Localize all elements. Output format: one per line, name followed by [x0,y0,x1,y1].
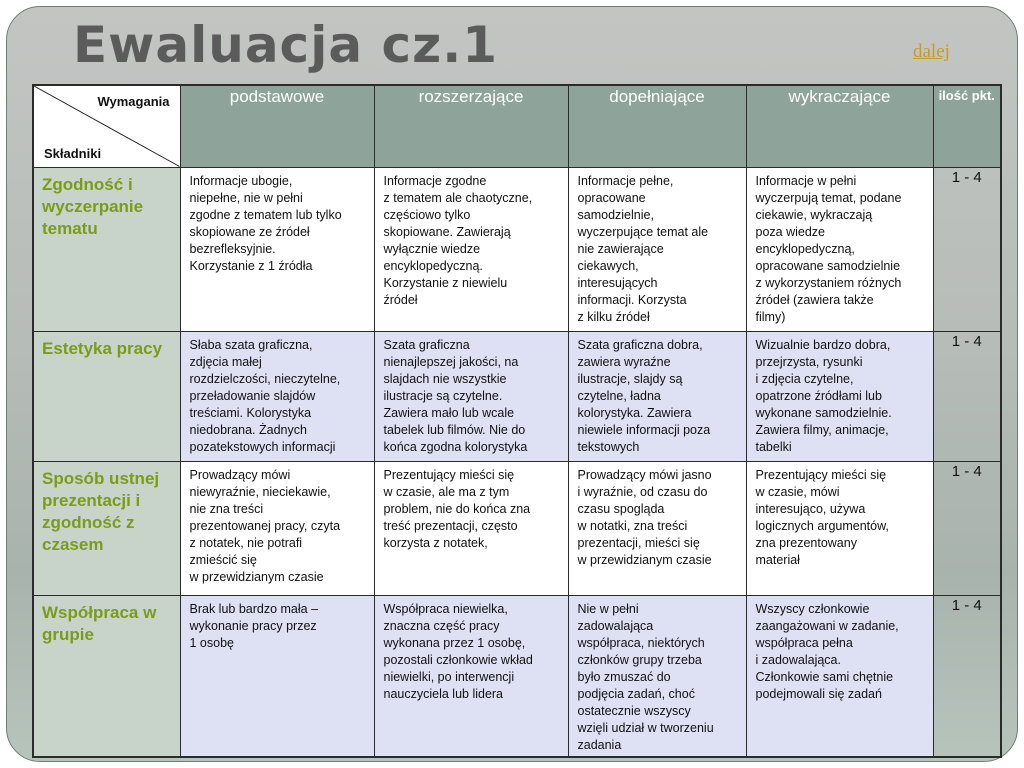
cell-text-line: czasu spogląda [577,501,665,516]
rubric-cell [180,331,374,461]
cell-text-line: Prezentujący mieści się [383,467,515,482]
row-header: Estetyka pracy [33,331,180,461]
cell-text-line: opracowane samodzielnie [755,258,901,273]
cell-text-line: zna prezentowany [755,535,857,550]
points-cell: 1 - 4 [933,167,1001,331]
points-cell: 1 - 4 [933,595,1001,757]
cell-text-line: Szata graficzna [383,337,470,352]
cell-text-line: wyłącznie wiedze [383,241,481,256]
cell-text-line: Nie w pełni [577,601,639,616]
cell-text-line: zadowalająca [577,618,654,633]
rubric-cell [568,167,746,331]
cell-text-line: i wyraźnie, od czasu do [577,484,708,499]
cell-text-line: współpraca pełna [755,635,853,650]
cell-text-line: zadania [577,737,622,752]
cell-text-line: Brak lub bardzo mała – [189,601,319,616]
cell-text-line: współpraca, niektórych [577,635,705,650]
cell-text-line: logicznych argumentów, [755,518,889,533]
cell-text-line: ilustracje są czytelne. [383,388,503,403]
cell-text-line: niewyraźnie, nieciekawie, [189,484,331,499]
corner-requirements-label: Wymagania [97,94,170,109]
cell-text-line: w przewidzianym czasie [189,569,324,584]
cell-text-line: rozdzielczości, nieczytelne, [189,371,341,386]
cell-text-line: wykonane samodzielnie. [755,405,892,420]
rubric-cell [180,595,374,757]
rubric-cell [374,167,568,331]
cell-text-line: tekstowych [577,439,640,454]
cell-text-line: ilustracje, slajdy są [577,371,683,386]
cell-text-line: z kilku źródeł [577,309,650,324]
rubric-cell [568,595,746,757]
rubric-cell [180,461,374,595]
table-row [33,331,1001,461]
slide-title: Ewaluacja cz.1 [73,16,499,74]
next-link[interactable]: dalej [913,41,950,62]
cell-text-line: wyczerpujące temat ale [577,224,709,239]
cell-text-line: zaangażowani w zadanie, [755,618,899,633]
cell-text-line: niewielki, po interwencji [383,669,515,684]
cell-text-line: w czasie, mówi [755,484,840,499]
table-row [33,461,1001,595]
cell-text-line: Współpraca niewielka, [383,601,508,616]
cell-text-line: końca zgodna kolorystyka [383,439,528,454]
column-header-points: ilość pkt. [933,85,1001,167]
column-header-beyond: wykraczające [746,85,933,167]
cell-text-line: Członkowie sami chętnie [755,669,894,684]
cell-text-line: treść prezentacji, często [383,518,518,533]
cell-text-line: opatrzone źródłami lub [755,388,882,403]
cell-text-line: interesująco, używa [755,501,866,516]
cell-text-line: Wszyscy członkowie [755,601,870,616]
cell-text-line: z wykorzystaniem różnych [755,275,902,290]
cell-text-line: źródeł (zawiera także [755,292,874,307]
cell-text-line: z tematem ale chaotyczne, [383,190,533,205]
cell-text-line: z notatek, nie potrafi [189,535,303,550]
cell-text-line: Zawiera filmy, animacje, [755,422,889,437]
cell-text-line: tabelki [755,439,792,454]
cell-text-line: ciekawych, [577,258,639,273]
cell-text-line: źródeł [383,292,418,307]
rubric-cell [568,331,746,461]
evaluation-table [32,84,1002,758]
cell-text-line: prezentowanej pracy, czyta [189,518,341,533]
rubric-cell [374,461,568,595]
cell-text-line: opracowane [577,190,646,205]
cell-text-line: skopiowane. Zawierają [383,224,511,239]
cell-text-line: znaczna część pracy [383,618,500,633]
cell-text-line: kolorystyka. Zawiera [577,405,692,420]
column-header-basic: podstawowe [180,85,374,167]
cell-text-line: materiał [755,552,800,567]
cell-text-line: Zawiera mało lub wcale [383,405,515,420]
cell-text-line: ciekawie, wykraczają [755,207,873,222]
cell-text-line: przejrzysta, rysunki [755,354,863,369]
cell-text-line: skopiowane ze źródeł [189,224,310,239]
cell-text-line: Prowadzący mówi jasno [577,467,712,482]
cell-text-line: Korzystanie z 1 źródła [189,258,313,273]
row-header: Zgodność i wyczerpanie tematu [33,167,180,331]
cell-text-line: slajdach nie wszystkie [383,371,507,386]
column-header-extended: rozszerzające [374,85,568,167]
cell-text-line: Korzystanie z niewielu [383,275,508,290]
cell-text-line: encyklopedyczną, [755,241,855,256]
cell-text-line: korzysta z notatek, [383,535,488,550]
cell-text-line: prezentacji, mieści się [577,535,700,550]
cell-text-line: Informacje ubogie, [189,173,293,188]
cell-text-line: interesujących [577,275,658,290]
cell-text-line: nauczyciela lub lidera [383,686,504,701]
cell-text-line: w czasie, ale ma z tym [383,484,510,499]
corner-components-label: Składniki [44,145,102,161]
rubric-cell [180,167,374,331]
cell-text-line: czytelne, ładna [577,388,661,403]
cell-text-line: Słaba szata graficzna, [189,337,313,352]
cell-text-line: członków grupy trzeba [577,652,702,667]
cell-text-line: pozostali członkowie wkład [383,652,533,667]
cell-text-line: tabelek lub filmów. Nie do [383,422,526,437]
cell-text-line: bezrefleksyjnie. [189,241,276,256]
cell-text-line: Prezentujący mieści się [755,467,887,482]
cell-text-line: i zadowalająca. [755,652,841,667]
cell-text-line: w przewidzianym czasie [577,552,712,567]
cell-text-line: zmieścić się [189,552,257,567]
cell-text-line: niepełne, nie w pełni [189,190,303,205]
cell-text-line: ostatecznie wszyscy [577,703,691,718]
cell-text-line: Informacje w pełni [755,173,857,188]
cell-text-line: w notatki, zna treści [577,518,688,533]
cell-text-line: podejmowali się zadań [755,686,882,701]
rubric-cell [746,331,933,461]
cell-text-line: zawiera wyraźne [577,354,671,369]
rubric-cell [746,167,933,331]
cell-text-line: samodzielnie, [577,207,654,222]
cell-text-line: problem, nie do końca zna [383,501,531,516]
rubric-cell [746,461,933,595]
cell-text-line: zgodne z tematem lub tylko [189,207,342,222]
cell-text-line: pozatekstowych informacji [189,439,336,454]
cell-text-line: filmy) [755,309,786,324]
rubric-cell [374,331,568,461]
table-row [33,595,1001,757]
cell-text-line: i zdjęcia czytelne, [755,371,854,386]
cell-text-line: nie zna treści [189,501,264,516]
cell-text-line: Wizualnie bardzo dobra, [755,337,891,352]
cell-text-line: Informacje pełne, [577,173,674,188]
cell-text-line: treściami. Kolorystyka [189,405,312,420]
cell-text-line: wyczerpują temat, podane [755,190,902,205]
cell-text-line: częściowo tylko [383,207,471,222]
cell-text-line: nie zawierające [577,241,664,256]
cell-text-line: przeładowanie slajdów [189,388,316,403]
cell-text-line: nienajlepszej jakości, na [383,354,519,369]
rubric-cell [374,595,568,757]
cell-text-line: wykonanie pracy przez [189,618,317,633]
cell-text-line: Prowadzący mówi [189,467,291,482]
table-row [33,167,1001,331]
cell-text-line: Szata graficzna dobra, [577,337,703,352]
points-cell: 1 - 4 [933,461,1001,595]
cell-text-line: niedobrana. Żadnych [189,422,307,437]
cell-text-line: wzięli udział w tworzeniu [577,720,714,735]
rubric-cell [568,461,746,595]
row-header: Współpraca w grupie [33,595,180,757]
cell-text-line: wykonana przez 1 osobę, [383,635,526,650]
cell-text-line: zdjęcia małej [189,354,262,369]
cell-text-line: było zmuszać do [577,669,671,684]
cell-text-line: 1 osobę [189,635,234,650]
header-row [33,85,1001,167]
corner-cell [33,85,180,167]
cell-text-line: podjęcia zadań, choć [577,686,695,701]
rubric-cell [746,595,933,757]
row-header: Sposób ustnej prezentacji i zgodność z czasem [33,461,180,595]
column-header-supplementary: dopełniające [568,85,746,167]
cell-text-line: niewiele informacji poza [577,422,711,437]
cell-text-line: poza wiedze [755,224,825,239]
points-cell: 1 - 4 [933,331,1001,461]
cell-text-line: encyklopedyczną. [383,258,483,273]
cell-text-line: informacji. Korzysta [577,292,687,307]
cell-text-line: Informacje zgodne [383,173,487,188]
